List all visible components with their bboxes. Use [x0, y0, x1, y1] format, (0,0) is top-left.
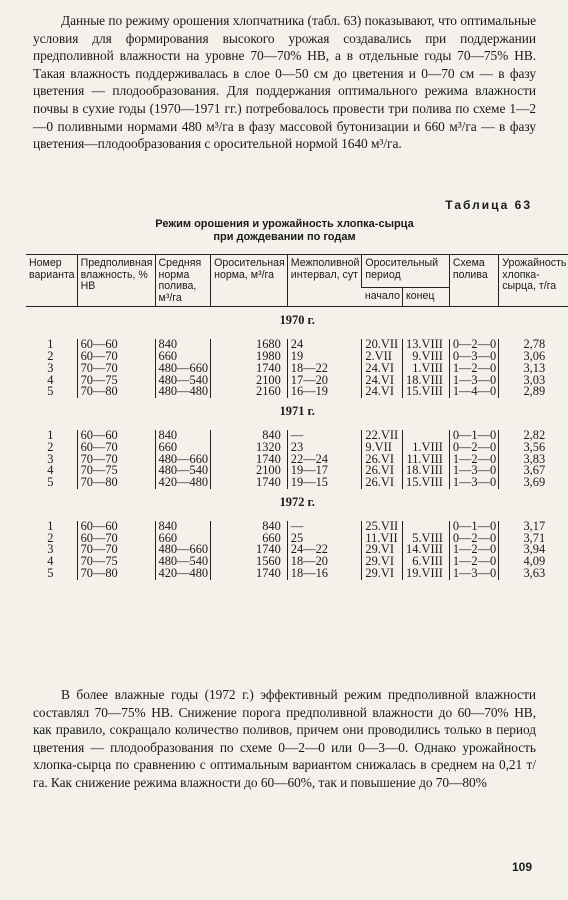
cell-variant: 5: [47, 475, 54, 490]
cell-irrigation-norm: 1320: [211, 442, 288, 454]
cell-variant: 4: [47, 554, 54, 569]
cell-average-norm: 840: [155, 521, 211, 533]
cell-period-start: 9.VII: [362, 442, 403, 454]
cell-average-norm: 480—540: [155, 375, 211, 387]
header-period-end: конец: [403, 287, 450, 307]
header-preirrigation: Предполивная влажность, % НВ: [77, 255, 155, 307]
page-number: 109: [511, 860, 532, 874]
cell-preirrigation: 70—70: [77, 363, 155, 375]
cell-irrigation-norm: 1740: [211, 477, 288, 489]
cell-interval: 18—22: [287, 363, 362, 375]
cell-variant: 5: [47, 384, 54, 399]
cell-interval: 19—17: [287, 465, 362, 477]
table-row: [26, 477, 568, 489]
table-caption-line-1: Режим орошения и урожайность хлопка-сырца: [155, 218, 414, 230]
cell-irrigation-norm: 840: [211, 430, 288, 442]
cell-scheme: 1—4—0: [449, 386, 498, 398]
cell-yield: 3,63: [499, 568, 568, 580]
cell-variant: 2: [47, 348, 54, 363]
header-yield: Урожайность хлопка-сырца, т/га: [499, 255, 568, 307]
cell-preirrigation: 60—60: [77, 430, 155, 442]
table-row: [26, 386, 568, 398]
cell-yield: 2,89: [499, 386, 568, 398]
cell-preirrigation: 70—70: [77, 454, 155, 466]
cell-variant: 1: [47, 427, 54, 442]
cell-preirrigation: 70—70: [77, 544, 155, 556]
cell-irrigation-norm: 1680: [211, 339, 288, 351]
cell-period-end: 1.VIII: [403, 442, 450, 454]
table-caption-line-2: при дождевании по годам: [213, 231, 356, 243]
cell-scheme: 1—2—0: [449, 544, 498, 556]
cell-period-start: 24.VI: [362, 386, 403, 398]
cell-period-end: 11.VIII: [403, 454, 450, 466]
cell-irrigation-norm: 1560: [211, 556, 288, 568]
cell-scheme: 1—3—0: [449, 465, 498, 477]
cell-variant: 4: [47, 463, 54, 478]
cell-average-norm: 660: [155, 442, 211, 454]
cell-scheme: 0—2—0: [449, 339, 498, 351]
cell-preirrigation: 60—70: [77, 351, 155, 363]
header-interval: Межполивной интервал, сут: [287, 255, 362, 307]
table-row: [26, 568, 568, 580]
cell-yield: 3,17: [499, 521, 568, 533]
cell-yield: 3,06: [499, 351, 568, 363]
cell-period-end: 18.VIII: [403, 375, 450, 387]
cell-irrigation-norm: 1740: [211, 363, 288, 375]
cell-interval: 18—16: [287, 568, 362, 580]
cell-irrigation-norm: 2160: [211, 386, 288, 398]
cell-variant: 3: [47, 451, 54, 466]
cell-preirrigation: 70—75: [77, 375, 155, 387]
cell-scheme: 0—2—0: [449, 442, 498, 454]
cell-period-end: 14.VIII: [403, 544, 450, 556]
cell-irrigation-norm: 1980: [211, 351, 288, 363]
conclusion-paragraph: В более влажные годы (1972 г.) эффективный режим предполивной влажности составлял 70—75% НВ. Снижение порога предполивной влажности до 60—70% НВ, как правило, сокращало количество поливов, причем они проводились только в период цветения — плодообразования по схеме 0—2—0 или 0—3—0. Однако урожайность хлопка-сырца по сравнению с оптимальным вариантом снижалась в среднем на 0,21 т/га. Как снижение режима влажности до 60—60%, так и повышение до 70—80%: [33, 687, 536, 790]
cell-interval: —: [287, 430, 362, 442]
cell-scheme: 0—2—0: [449, 533, 498, 545]
year-row: [26, 489, 568, 521]
cell-period-start: 22.VII: [362, 430, 403, 442]
cell-yield: 3,03: [499, 375, 568, 387]
irrigation-table: [26, 254, 567, 580]
intro-paragraph: Данные по режиму орошения хлопчатника (табл. 63) показывают, что оптимальные условия для формирования высокого урожая создавались при поддержании предполивной влажности на уровне 70—70% НВ, а в отдельные годы 70—75% НВ. Такая влажность поддерживалась в слое 0—50 см до цветения и 0—70 см — в фазу цветения — плодообразования. Для поддержания оптимального режима влажности почвы в сухие годы (1970—1971 гг.) потребовалось провести три полива по схеме 1—2—0 поливными нормами 480 м³/га в фазу массовой бутонизации и 660 м³/га — в фазу цветения—плодообразования с оросительной нормой 1640 м³/га.: [33, 13, 536, 152]
cell-variant: 2: [47, 439, 54, 454]
cell-variant: 5: [47, 565, 54, 580]
cell-irrigation-norm: 1740: [211, 454, 288, 466]
cell-period-end: 1.VIII: [403, 363, 450, 375]
cell-interval: 19: [287, 351, 362, 363]
data-table: [26, 254, 568, 580]
cell-period-start: 24.VI: [362, 375, 403, 387]
cell-period-end: 15.VIII: [403, 386, 450, 398]
cell-interval: —: [287, 521, 362, 533]
year-heading: 1971 г.: [279, 404, 315, 419]
cell-scheme: 1—3—0: [449, 477, 498, 489]
cell-interval: 16—19: [287, 386, 362, 398]
cell-irrigation-norm: 2100: [211, 465, 288, 477]
cell-variant: 1: [47, 337, 54, 352]
cell-yield: 4,09: [499, 556, 568, 568]
cell-period-start: 24.VI: [362, 363, 403, 375]
cell-irrigation-norm: 1740: [211, 544, 288, 556]
header-variant: Номер варианта: [26, 255, 77, 307]
table-label: Таблица 63: [445, 198, 532, 212]
cell-period-end: 18.VIII: [403, 465, 450, 477]
cell-irrigation-norm: 2100: [211, 375, 288, 387]
cell-preirrigation: 60—70: [77, 533, 155, 545]
cell-yield: 3,13: [499, 363, 568, 375]
cell-period-start: 26.VI: [362, 454, 403, 466]
cell-scheme: 1—2—0: [449, 556, 498, 568]
cell-preirrigation: 60—60: [77, 521, 155, 533]
year-row: [26, 398, 568, 430]
cell-preirrigation: 70—80: [77, 568, 155, 580]
cell-average-norm: 660: [155, 351, 211, 363]
cell-period-end: 19.VIII: [403, 568, 450, 580]
cell-average-norm: 840: [155, 339, 211, 351]
cell-average-norm: 660: [155, 533, 211, 545]
cell-period-start: 26.VI: [362, 465, 403, 477]
header-irrigation-norm: Оросительная норма, м³/га: [211, 255, 288, 307]
cell-irrigation-norm: 840: [211, 521, 288, 533]
cell-yield: 3,94: [499, 544, 568, 556]
cell-variant: 3: [47, 542, 54, 557]
cell-interval: 24: [287, 339, 362, 351]
header-irrigation-period: Оросительный период: [362, 255, 449, 288]
cell-period-start: 29.VI: [362, 556, 403, 568]
cell-average-norm: 480—660: [155, 363, 211, 375]
cell-preirrigation: 70—75: [77, 465, 155, 477]
cell-interval: 22—24: [287, 454, 362, 466]
cell-scheme: 0—3—0: [449, 351, 498, 363]
cell-yield: 3,71: [499, 533, 568, 545]
cell-interval: 19—15: [287, 477, 362, 489]
header-period-start: начало: [362, 287, 403, 307]
cell-period-start: 26.VI: [362, 477, 403, 489]
cell-scheme: 1—3—0: [449, 568, 498, 580]
cell-average-norm: 420—480: [155, 477, 211, 489]
cell-average-norm: 480—660: [155, 544, 211, 556]
cell-scheme: 1—2—0: [449, 454, 498, 466]
cell-average-norm: 480—480: [155, 386, 211, 398]
cell-yield: 2,82: [499, 430, 568, 442]
cell-average-norm: 840: [155, 430, 211, 442]
cell-yield: 3,67: [499, 465, 568, 477]
cell-period-start: 25.VII: [362, 521, 403, 533]
header-scheme: Схема полива: [449, 255, 498, 307]
cell-yield: 3,83: [499, 454, 568, 466]
cell-variant: 4: [47, 372, 54, 387]
cell-average-norm: 420—480: [155, 568, 211, 580]
year-row: [26, 307, 568, 339]
cell-average-norm: 480—540: [155, 465, 211, 477]
cell-variant: 2: [47, 530, 54, 545]
cell-yield: 3,69: [499, 477, 568, 489]
cell-preirrigation: 70—80: [77, 386, 155, 398]
cell-irrigation-norm: 660: [211, 533, 288, 545]
cell-scheme: 1—2—0: [449, 363, 498, 375]
cell-period-start: 29.VI: [362, 568, 403, 580]
table-body: [26, 307, 568, 580]
cell-scheme: 1—3—0: [449, 375, 498, 387]
cell-preirrigation: 60—70: [77, 442, 155, 454]
cell-scheme: 0—1—0: [449, 521, 498, 533]
table-caption: [33, 218, 536, 244]
cell-interval: 25: [287, 533, 362, 545]
cell-period-end: 13.VIII: [403, 339, 450, 351]
cell-variant: 3: [47, 360, 54, 375]
year-heading: 1970 г.: [279, 313, 315, 328]
cell-variant: 1: [47, 518, 54, 533]
cell-interval: 17—20: [287, 375, 362, 387]
cell-period-end: 15.VIII: [403, 477, 450, 489]
cell-period-start: 29.VI: [362, 544, 403, 556]
cell-interval: 18—20: [287, 556, 362, 568]
cell-average-norm: 480—540: [155, 556, 211, 568]
cell-yield: 2,78: [499, 339, 568, 351]
cell-preirrigation: 70—80: [77, 477, 155, 489]
cell-average-norm: 480—660: [155, 454, 211, 466]
cell-scheme: 0—1—0: [449, 430, 498, 442]
header-average-norm: Средняя норма полива, м³/га: [155, 255, 211, 307]
year-heading: 1972 г.: [279, 494, 315, 509]
cell-period-start: 2.VII: [362, 351, 403, 363]
cell-irrigation-norm: 1740: [211, 568, 288, 580]
cell-period-start: 20.VII: [362, 339, 403, 351]
cell-interval: 24—22: [287, 544, 362, 556]
cell-interval: 23: [287, 442, 362, 454]
cell-yield: 3,56: [499, 442, 568, 454]
cell-period-end: 9.VIII: [403, 351, 450, 363]
cell-period-start: 11.VII: [362, 533, 403, 545]
cell-preirrigation: 60—60: [77, 339, 155, 351]
cell-period-end: 5.VIII: [403, 533, 450, 545]
cell-preirrigation: 70—75: [77, 556, 155, 568]
cell-period-end: 6.VIII: [403, 556, 450, 568]
